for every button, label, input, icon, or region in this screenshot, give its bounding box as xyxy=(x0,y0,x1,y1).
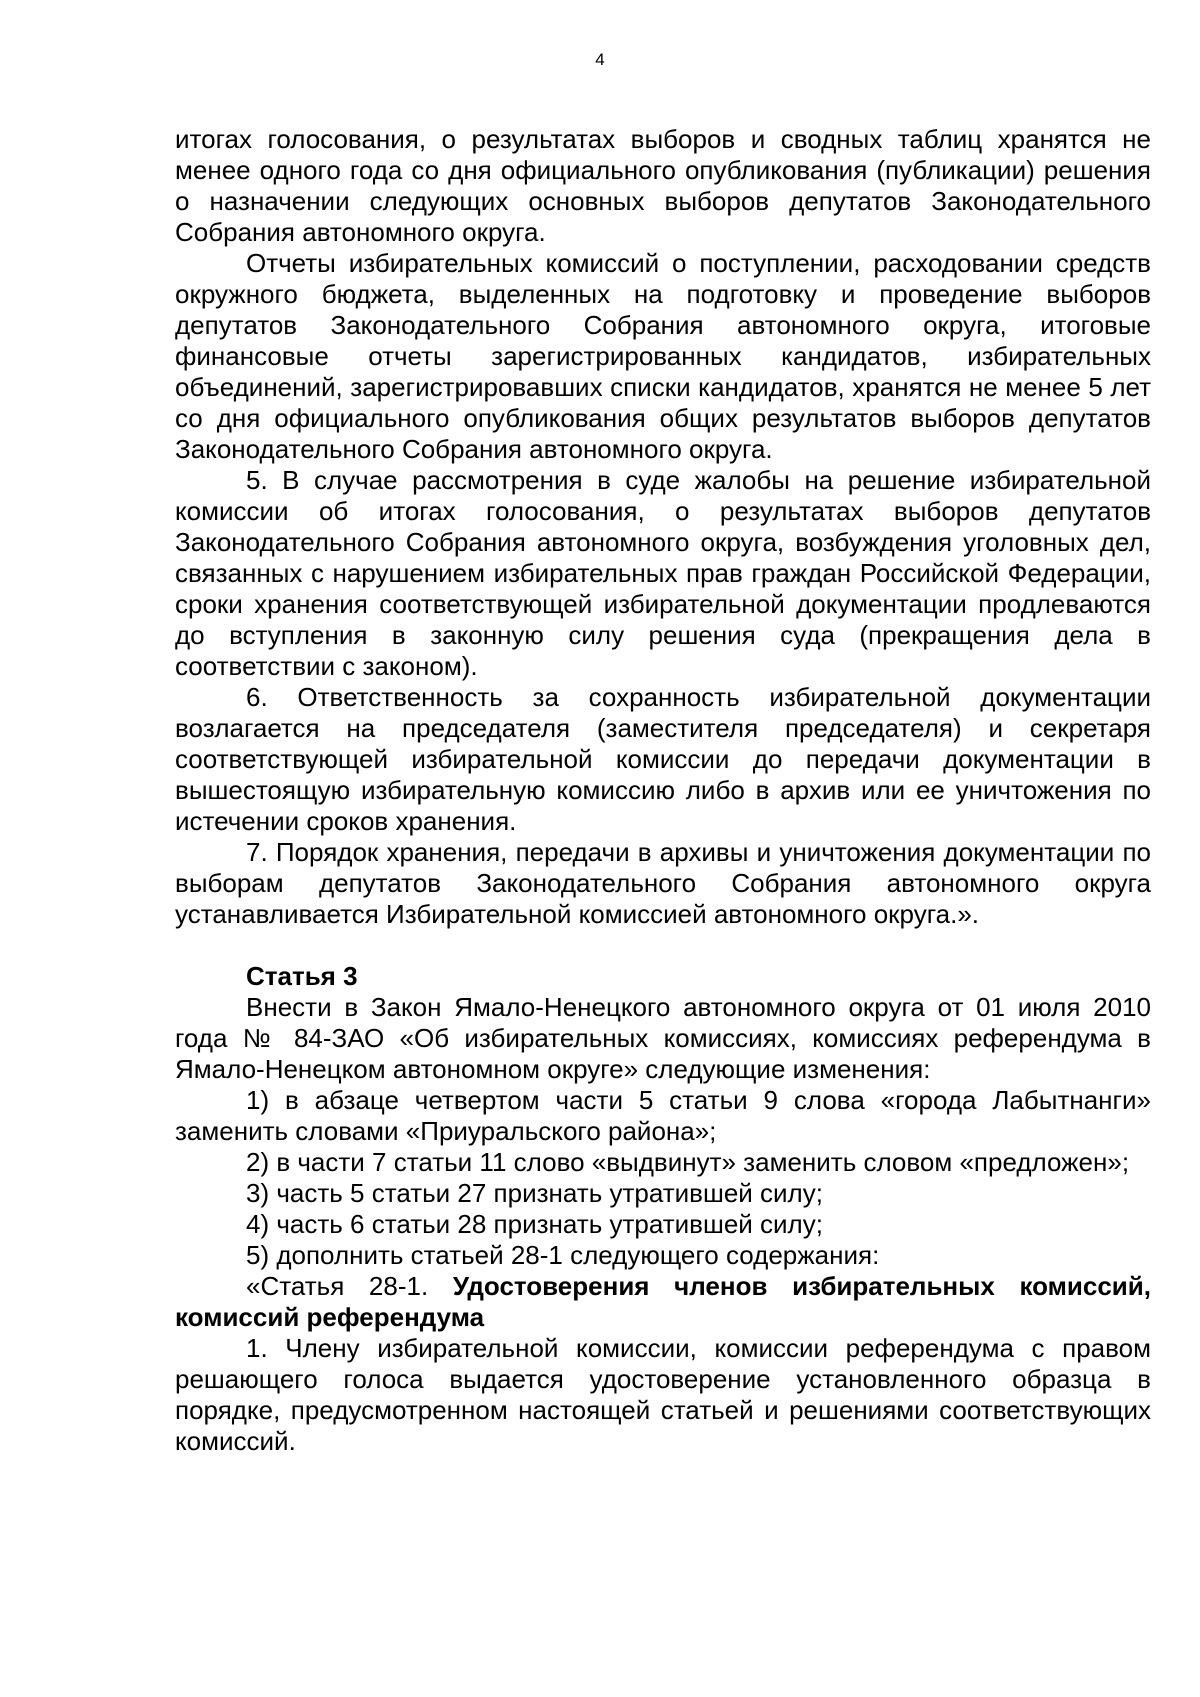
article-28-1-title xyxy=(175,1271,1151,1333)
paragraph-28-1-item-1: 1. Члену избирательной комиссии, комиссии референдума с правом решающего голоса выдается удостоверение установленного образца в порядке, предусмотренном настоящей статьей и решениями соответствующих комиссий. xyxy=(175,1333,1151,1456)
page-number: 4 xyxy=(595,50,605,69)
paragraph-item-6: 6. Ответственность за сохранность избирательной документации возлагается на председателя (заместителя председателя) и секретаря соответствующей избирательной комиссии до передачи документации в вышестоящую избирательную комиссию либо в архив или ее уничтожения по истечении сроков хранения. xyxy=(175,682,1151,836)
paragraph-reports: Отчеты избирательных комиссий о поступлении, расходовании средств окружного бюджета, выделенных на подготовку и проведение выборов депутатов Законодательного Собрания автономного округа, итоговые финансовые отчеты зарегистрированных кандидатов, избирательных объединений, зарегистрировавших списки кандидатов, хранятся не менее 5 лет со дня официального опубликования общих результатов выборов депутатов Законодательного Собрания автономного округа. xyxy=(175,248,1151,464)
paragraph-continuation: итогах голосования, о результатах выборов и сводных таблиц хранятся не менее одного года со дня официального опубликования (публикации) решения о назначении следующих основных выборов депутатов Законодательного Собрания автономного округа. xyxy=(175,124,1151,247)
list-item-1: 1) в абзаце четвертом части 5 статьи 9 слова «города Лабытнанги» заменить словами «Приуральского района»; xyxy=(175,1085,1151,1146)
list-item-5: 5) дополнить статьей 28-1 следующего содержания: xyxy=(246,1240,880,1270)
list-item-4: 4) часть 6 статьи 28 признать утратившей силу; xyxy=(246,1209,823,1239)
article-28-1-prefix: «Статья 28-1. xyxy=(246,1271,453,1301)
list-item-3: 3) часть 5 статьи 27 признать утратившей силу; xyxy=(246,1178,823,1208)
article-3-heading: Статья 3 xyxy=(246,961,358,991)
list-item-2: 2) в части 7 статьи 11 слово «выдвинут» заменить словом «предложен»; xyxy=(246,1147,1130,1177)
document-body xyxy=(175,124,1151,1457)
paragraph-amendments-intro: Внести в Закон Ямало-Ненецкого автономного округа от 01 июля 2010 года № 84-ЗАО «Об избирательных комиссиях, комиссиях референдума в Ямало-Ненецком автономном округе» следующие изменения: xyxy=(175,992,1151,1084)
article-28-1-bold-title: Удостоверения членов избирательных комиссий, комиссий референдума xyxy=(175,1271,1151,1332)
paragraph-item-5: 5. В случае рассмотрения в суде жалобы на решение избирательной комиссии об итогах голосования, о результатах выборов депутатов Законодательного Собрания автономного округа, возбуждения уголовных дел, связанных с нарушением избирательных прав граждан Российской Федерации, сроки хранения соответствующей избирательной документации продлеваются до вступления в законную силу решения суда (прекращения дела в соответствии с законом). xyxy=(175,465,1151,681)
paragraph-item-7: 7. Порядок хранения, передачи в архивы и уничтожения документации по выборам депутатов Законодательного Собрания автономного округа устанавливается Избирательной комиссией автономного округа.». xyxy=(175,837,1151,929)
